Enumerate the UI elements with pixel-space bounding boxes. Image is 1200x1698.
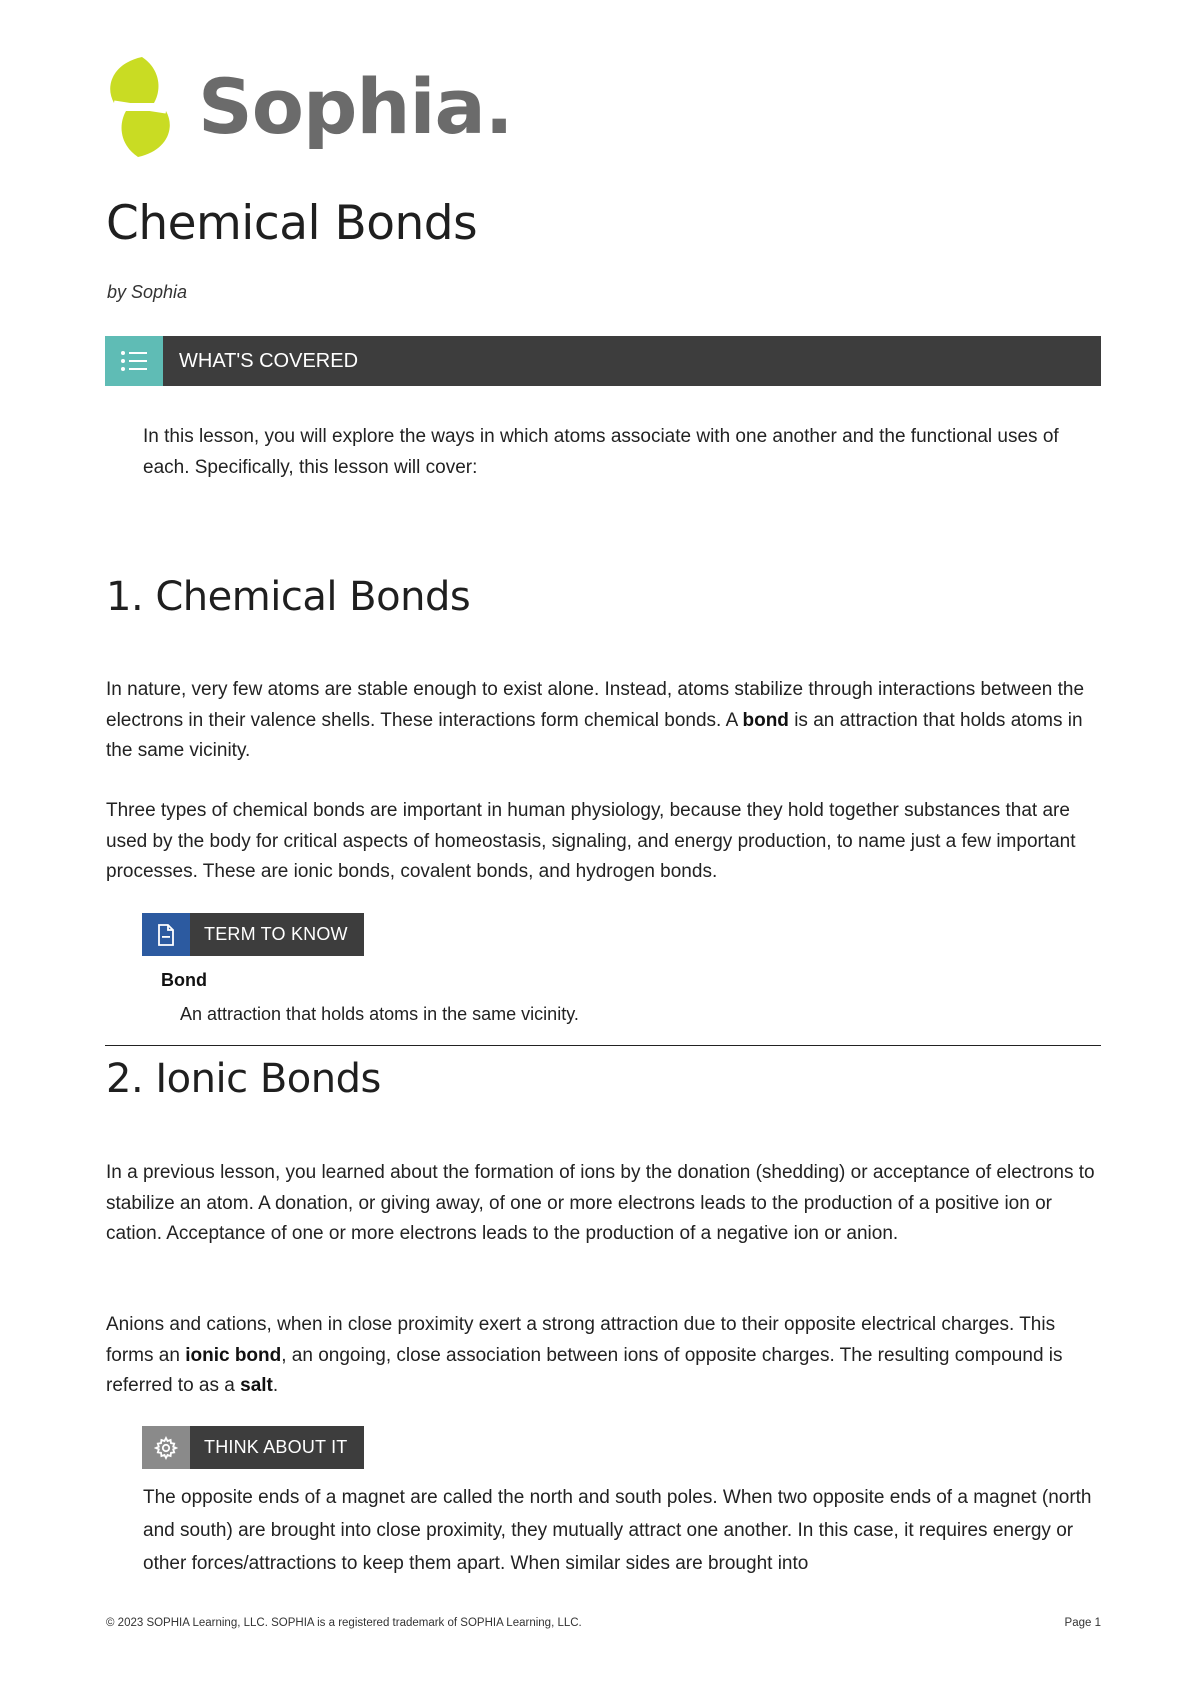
salt-bold: salt [240,1375,273,1396]
sophia-logo [104,54,513,160]
term-name: Bond [161,970,207,990]
footer-page-number: Page 1 [1064,1617,1101,1629]
gear-icon [142,1426,190,1469]
section-1-heading: 1. Chemical Bonds [106,574,471,620]
section-2-para-1: In a previous lesson, you learned about the formation of ions by the donation (shedding) or acceptance of electrons to stabilize an atom. A donation, or giving away, of one or more electrons leads to the production of a positive ion or cation. Acceptance of one or more electrons leads to the production of a negative ion or anion. [106,1162,1095,1244]
think-about-it-text: The opposite ends of a magnet are called the north and south poles. When two opposite ends of a magnet (north and south) are brought into close proximity, they mutually attract one another. In this case, it requires energy or other forces/attractions to keep them apart. When similar sides are brought into [143,1487,1092,1574]
term-definition: An attraction that holds atoms in the same vicinity. [180,1004,579,1024]
whats-covered-label: WHAT'S COVERED [179,350,359,372]
ionic-bond-bold: ionic bond [185,1344,282,1366]
whats-covered-banner [105,336,1101,386]
think-about-it-tag [142,1426,364,1469]
term-to-know-tag [142,913,364,956]
page-title: Chemical Bonds [106,196,478,251]
term-to-know-label: TERM TO KNOW [204,924,348,944]
footer-copyright: © 2023 SOPHIA Learning, LLC. SOPHIA is a registered trademark of SOPHIA Learning, LLC. [106,1617,582,1629]
section-divider [105,1045,1101,1046]
byline: by Sophia [107,282,188,302]
covered-text: In this lesson, you will explore the ways in which atoms associate with one another and the functional uses of each. Specifically, this lesson will cover: [143,426,1059,478]
think-about-it-label: THINK ABOUT IT [204,1437,348,1457]
document-icon [142,913,190,956]
section-2-para-2: Anions and cations, when in close proximity exert a strong attraction due to their opposite electrical charges. This forms an ionic bond, an ongoing, close association between ions of opposite charges. The resulting compound is referred to as a salt. [106,1314,1063,1396]
list-icon [105,336,163,386]
sophia-wordmark: Sophia. [198,62,513,151]
section-2-heading: 2. Ionic Bonds [106,1056,381,1102]
bond-term-bold: bond [742,709,789,731]
section-1-para-2: Three types of chemical bonds are important in human physiology, because they hold together substances that are used by the body for critical aspects of homeostasis, signaling, and energy production, to name just a few important processes. These are ionic bonds, covalent bonds, and hydrogen bonds. [106,800,1076,882]
section-1-para-1: In nature, very few atoms are stable enough to exist alone. Instead, atoms stabilize through interactions between the electrons in their valence shells. These interactions form chemical bonds. A bond is an attraction that holds atoms in the same vicinity. [106,679,1085,761]
sophia-leaf-icon [104,55,176,159]
